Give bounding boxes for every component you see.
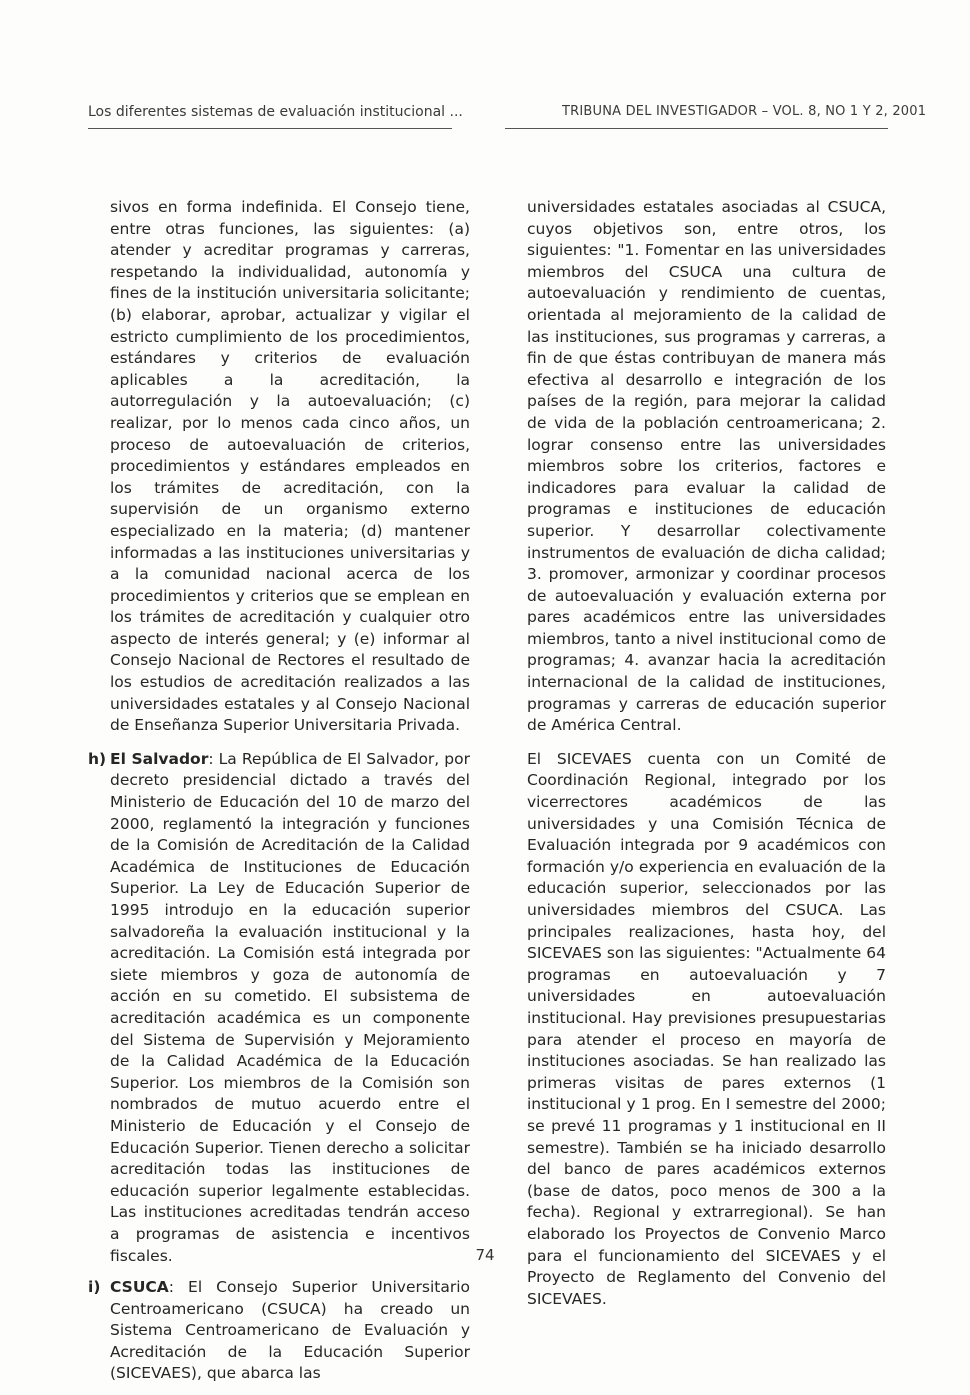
header-rule-left [88,128,452,129]
list-marker: h) [88,749,107,768]
item-lead: El Salvador [110,749,209,768]
running-header-left: Los diferentes sistemas de evaluación institucional ... [88,104,463,120]
left-column [88,197,470,1395]
right-column [527,197,886,1322]
list-marker: i) [88,1278,101,1297]
running-header-right: TRIBUNA DEL INVESTIGADOR – VOL. 8, NO 1 Y 2, 2001 [562,104,927,119]
list-item-el-salvador [88,749,470,1267]
item-lead: CSUCA [110,1278,169,1297]
item-text: : El Consejo Superior Universitario Centroamericano (CSUCA) ha creado un Sistema Centroamericano de Evaluación y Acreditación de la Educación Superior (SICEVAES), que abarca las [110,1278,470,1383]
paragraph: El SICEVAES cuenta con un Comité de Coordinación Regional, integrado por los vicerrectores académicos de las universidades y una Comisión Técnica de Evaluación integrada por 9 académicos con formación y/o experiencia en evaluación de la educación superior, seleccionados por las universidades miembros del CSUCA. Las principales realizaciones, hasta hoy, del SICEVAES son las siguientes: "Actualmente 64 programas en autoevaluación y 7 universidades en autoevaluación institucional. Hay previsiones presupuestarias para atender el proceso en mayoría de instituciones asociadas. Se han realizado las primeras visitas de pares externos (1 institucional y 1 prog. En I semestre del 2000; se prevé 11 programas y 1 institucional en II semestre). También se ha iniciado desarrollo del banco de pares académicos externos (base de datos, poco menos de 300 a la fecha). Regional y extrarregional). Se han elaborado los Proyectos de Convenio Marco para el funcionamiento del SICEVAES y el Proyecto de Reglamento del Convenio del SICEVAES. [527,749,886,1308]
paragraph: sivos en forma indefinida. El Consejo tiene, entre otras funciones, las siguientes: (a) atender y acreditar programas y carreras, respetando la individualidad, autonomía y fines de la institución universitaria solicitante; (b) elaborar, aprobar, actualizar y vigilar el estricto cumplimiento de los procedimientos, estándares y criterios de evaluación aplicables a la acreditación, la autorregulación y la autoevaluación; (c) realizar, por lo menos cada cinco años, un proceso de autoevaluación de criterios, procedimientos y estándares empleados en los trámites de acreditación, con la supervisión de un organismo externo especializado en la materia; (d) mantener informadas a las instituciones universitarias y a la comunidad nacional acerca de los procedimientos y criterios que se emplean en los trámites de acreditación y cualquier otro aspecto de interés general; y (e) informar al Consejo Nacional de Rectores el resultado de los estudios de acreditación realizados a las universidades estatales y al Consejo Nacional de Enseñanza Superior Universitaria Privada. [110,198,470,735]
page-number: 74 [475,1246,495,1264]
header-rule-right [505,128,888,129]
list-item-csuca [88,1277,470,1385]
item-text: : La República de El Salvador, por decreto presidencial dictado a través del Ministerio de Educación del 10 de marzo del 2000, reglamentó la integración y funciones de la Comisión de Acreditación de la Calidad Académica de Instituciones de Educación Superior. La Ley de Educación Superior de 1995 introdujo en la educación superior salvadoreña la evaluación institucional y la acreditación. La Comisión está integrada por siete miembros y goza de autonomía de acción en su cometido. El subsistema de acreditación académica es un componente del Sistema de Supervisión y Mejoramiento de la Calidad Académica de la Educación Superior. Los miembros de la Comisión son nombrados de mutuo acuerdo entre el Ministerio de Educación y el Consejo de Educación Superior. Tienen derecho a solicitar acreditación todas las instituciones de educación superior legalmente establecidas. Las instituciones acreditadas tendrán acceso a programas de asistencia e incentivos fiscales. [110,749,470,1265]
paragraph: universidades estatales asociadas al CSUCA, cuyos objetivos son, entre otros, los siguientes: "1. Fomentar en las universidades miembros del CSUCA una cultura de autoevaluación y rendimiento de cuentas, orientada al mejoramiento de la calidad de las instituciones, sus programas y carreras, a fin de que éstas contribuyan de manera más efectiva al desarrollo e integración de los países de la región, para mejorar la calidad de vida de la población centroamericana; 2. lograr consenso entre las universidades miembros sobre los criterios, factores e indicadores para evaluar la calidad de programas e instituciones de educación superior. Y desarrollar colectivamente instrumentos de evaluación de dicha calidad; 3. promover, armonizar y coordinar procesos de autoevaluación y evaluación externa por pares académicos entre las universidades miembros, tanto a nivel institucional como de programas; 4. avanzar hacia la acreditación internacional de la calidad de instituciones, programas y carreras de educación superior de América Central. [527,198,886,735]
